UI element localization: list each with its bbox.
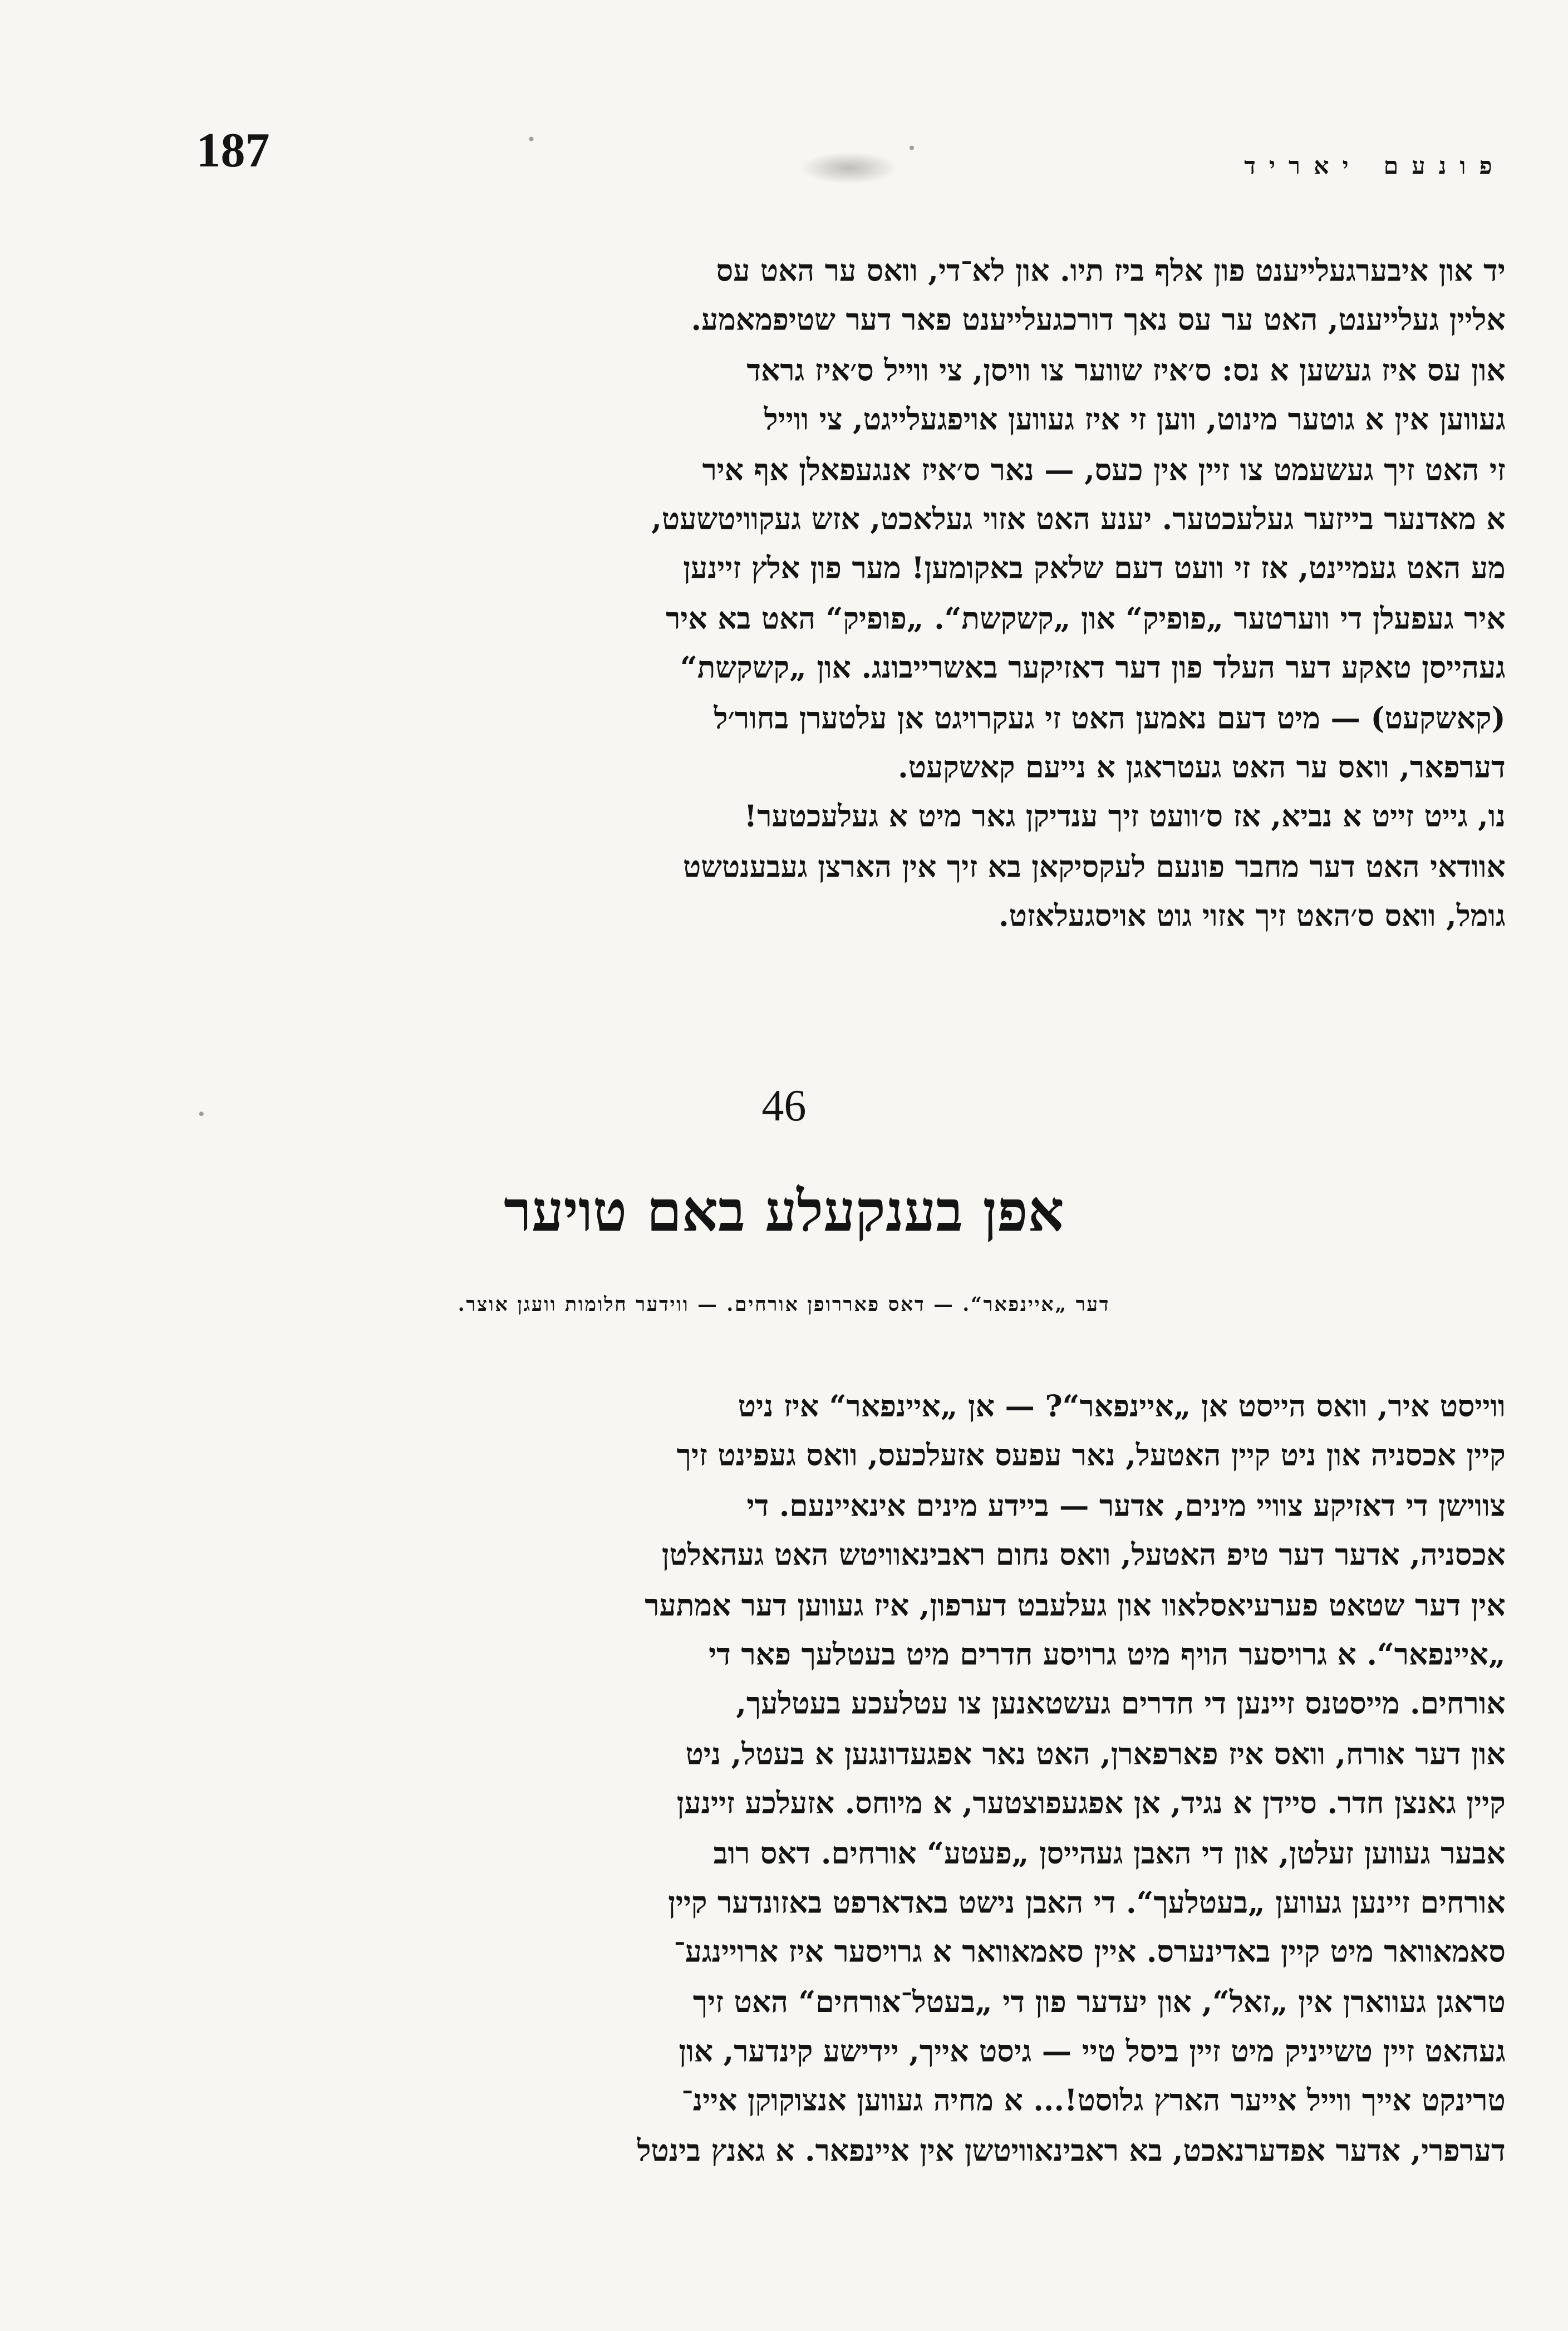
text-line: קיין גאנצן חדר. סיידן א נגיד, אן אפגעפוצטער, א מיוחס. אזעלכע זיינען	[676, 1785, 1506, 1821]
text-line: אורחים. מייסטנס זיינען די חדרים געשטאנען צו עטלעכע בעטלעך,	[736, 1685, 1506, 1722]
page-number: 187	[196, 125, 270, 179]
text-line: אבער געווען זעלטן, און די האבן געהייסן „פעטע“ אורחים. דאס רוב	[713, 1835, 1506, 1871]
text-line: קיין אכסניה און ניט קיין האטעל, נאר עפעס אזעלכעס, וואס געפינט זיך	[676, 1437, 1506, 1474]
text-line: אורחים זיינען געווען „בעטלעך“. די האבן נישט באדארפט באזונדער קיין	[668, 1884, 1506, 1920]
ink-smudge	[799, 151, 897, 184]
text-line: יד און איבערגעלייענט פון אלף ביז תיו. און לא־די, וואס ער האט עס	[716, 252, 1506, 288]
text-line: אין דער שטאט פערעיאסלאוו און געלעבט דערפון, איז געווען דער אמתער	[645, 1586, 1506, 1622]
text-line: דערפרי, אדער אפדערנאכט, בא ראבינאוויטשן אין איינפאר. א גאנץ בינטל	[637, 2132, 1506, 2168]
text-line: טראגן געווארן אין „זאל“, און יעדער פון די „בעטל־אורחים“ האט זיך	[692, 1983, 1506, 2019]
text-line: זי האט זיך געשעמט צו זיין אין כעס, — נאר ס׳איז אנגעפאלן אף איר	[702, 451, 1506, 487]
text-line: „איינפאר“. א גרויסער הויף מיט גרויסע חדרים מיט בעטלעך פאר די	[709, 1636, 1506, 1672]
text-line: צווישן די דאזיקע צוויי מינים, אדער — ביידע מינים אינאיינעם. די	[746, 1487, 1506, 1523]
text-line: סאמאוואר מיט קיין באדינערס. איין סאמאוואר א גרויסער איז ארויינגע־	[674, 1934, 1506, 1970]
chapter-summary: דער „איינפאר“. — דאס פאררופן אורחים. — ווידער חלומות וועגן אוצר.	[458, 1294, 1110, 1317]
text-line: טרינקט אייך ווייל אייער הארץ גלוסט!... א מחיה געווען אנצוקוקן איינ־	[681, 2082, 1506, 2119]
text-line: אוודאי האט דער מחבר פונעם לעקסיקאן בא זיך אין הארצן געבענטשט	[682, 848, 1506, 884]
chapter-number: 46	[761, 1081, 807, 1131]
text-line: געהייסן טאקע דער העלד פון דער דאזיקער באשרייבונג. און „קשקשת“	[680, 650, 1506, 686]
text-line: געהאט זיין טשייניק מיט זיין ביסל טיי — גיסט אייך, יידישע קינדער, און	[679, 2033, 1506, 2069]
text-line: א מאדנער בייזער געלעכטער. יענע האט אזוי געלאכט, אזש געקוויטשעט,	[651, 500, 1506, 537]
text-line: און עס איז געשען א נס: ס׳איז שווער צו וויסן, צי ווייל ס׳איז גראד	[746, 352, 1506, 388]
text-line: אכסניה, אדער דער טיפ האטעל, וואס נחום ראבינאוויטש האט געהאלטן	[661, 1537, 1506, 1573]
text-line: געווען אין א גוטער מינוט, ווען זי איז געווען אויפגעלייגט, צי ווייל	[764, 401, 1506, 437]
running-title: פונעם יאריד	[1244, 151, 1506, 180]
text-line: גומל, וואס ס׳האט זיך אזוי גוט אויסגעלאזט.	[998, 897, 1506, 933]
chapter-title: אפן בענקעלע באם טויער	[504, 1177, 1064, 1244]
ink-speck	[529, 137, 534, 141]
text-line: נו, גייט זייט א נביא, אז ס׳וועט זיך ענדיקן גאר מיט א געלעכטער!	[744, 798, 1506, 834]
paragraph-block-bottom	[199, 1382, 1506, 2176]
text-line: און דער אורח, וואס איז פארפארן, האט נאר אפגעדונגען א בעטל, ניט	[685, 1735, 1506, 1771]
text-line: (קאשקעט) — מיט דעם נאמען האט זי געקרויגט אן עלטערן בחור׳ל	[714, 699, 1506, 735]
ink-speck	[910, 146, 914, 150]
text-line: ווייסט איר, וואס הייסט אן „איינפאר“? — אן „איינפאר“ איז ניט	[738, 1388, 1506, 1424]
text-line: אליין געלייענט, האט ער עס נאך דורכגעלייענט פאר דער שטיפמאמע.	[691, 302, 1506, 338]
paragraph-block-top	[199, 247, 1506, 941]
text-line: דערפאר, וואס ער האט געטראגן א נייעם קאשקעט.	[898, 749, 1506, 785]
text-line: מע האט געמיינט, אז זי וועט דעם שלאק באקומען! מער פון אלץ זיינען	[683, 550, 1506, 586]
text-line: איר געפעלן די ווערטער „פופיק“ און „קשקשת“. „פופיק“ האט בא איר	[666, 599, 1506, 636]
